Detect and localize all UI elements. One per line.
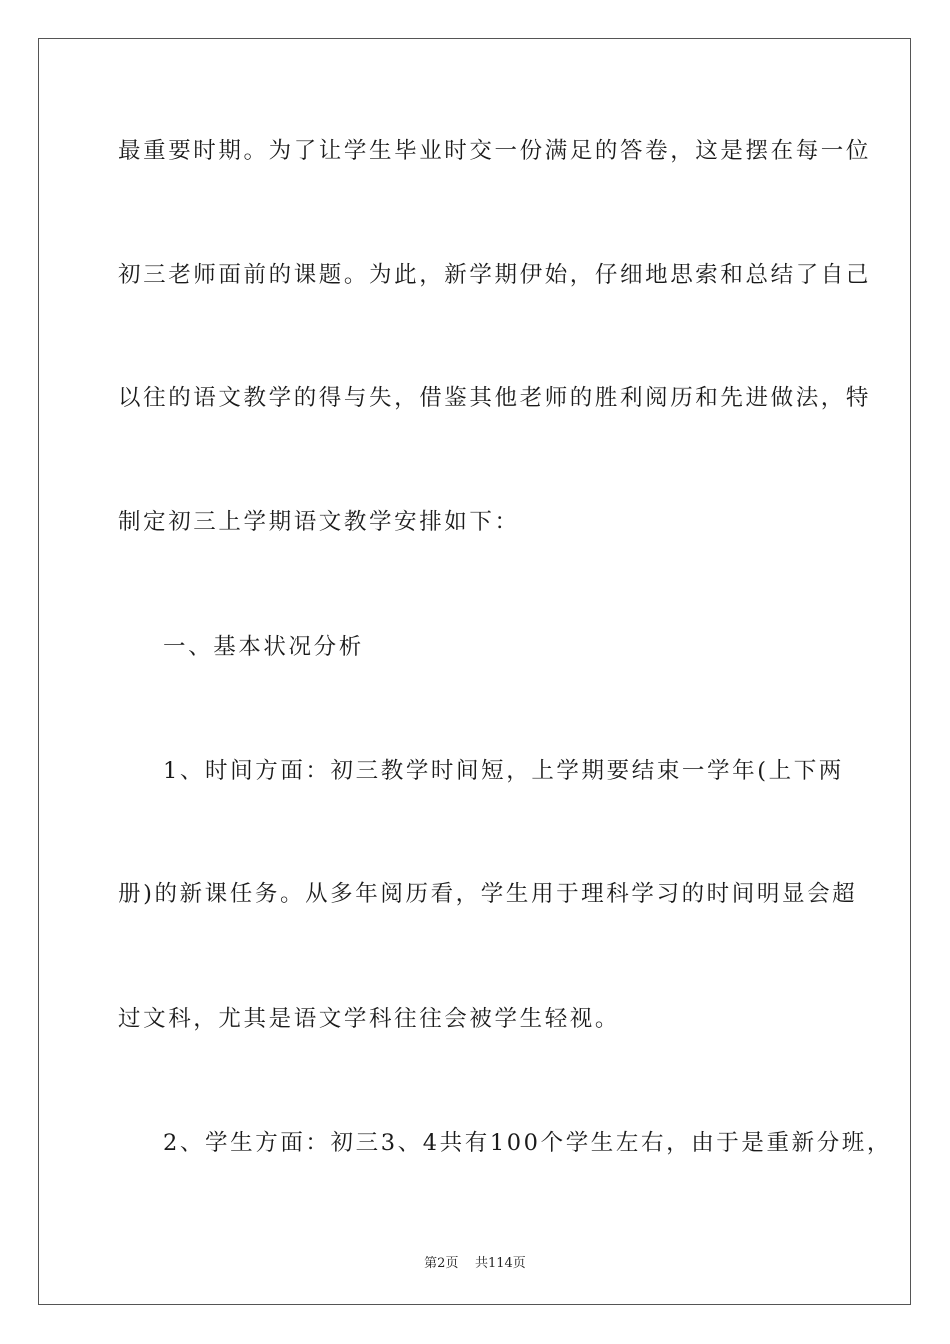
page-footer	[0, 1252, 950, 1271]
total-pages-label: 共114页	[474, 1256, 526, 1271]
paragraph-line-4: 制定初三上学期语文教学安排如下：	[118, 509, 520, 535]
paragraph-line-2: 初三老师面前的课题。为此，新学期伊始，仔细地思索和总结了自己	[118, 262, 872, 288]
paragraph-line-8: 过文科，尤其是语文学科往往会被学生轻视。	[118, 1006, 621, 1032]
paragraph-line-3: 以往的语文教学的得与失，借鉴其他老师的胜利阅历和先进做法，特	[118, 385, 872, 411]
page-number-label: 第2页	[424, 1256, 459, 1271]
paragraph-line-6: 1、时间方面：初三教学时间短，上学期要结束一学年(上下两	[163, 758, 844, 784]
paragraph-line-9: 2、学生方面：初三3、4共有100个学生左右，由于是重新分班，	[163, 1130, 892, 1156]
paragraph-line-7: 册)的新课任务。从多年阅历看，学生用于理科学习的时间明显会超	[118, 881, 858, 907]
paragraph-line-1: 最重要时期。为了让学生毕业时交一份满足的答卷，这是摆在每一位	[118, 138, 872, 164]
section-heading: 一、基本状况分析	[163, 634, 364, 660]
page-border	[38, 38, 911, 1305]
